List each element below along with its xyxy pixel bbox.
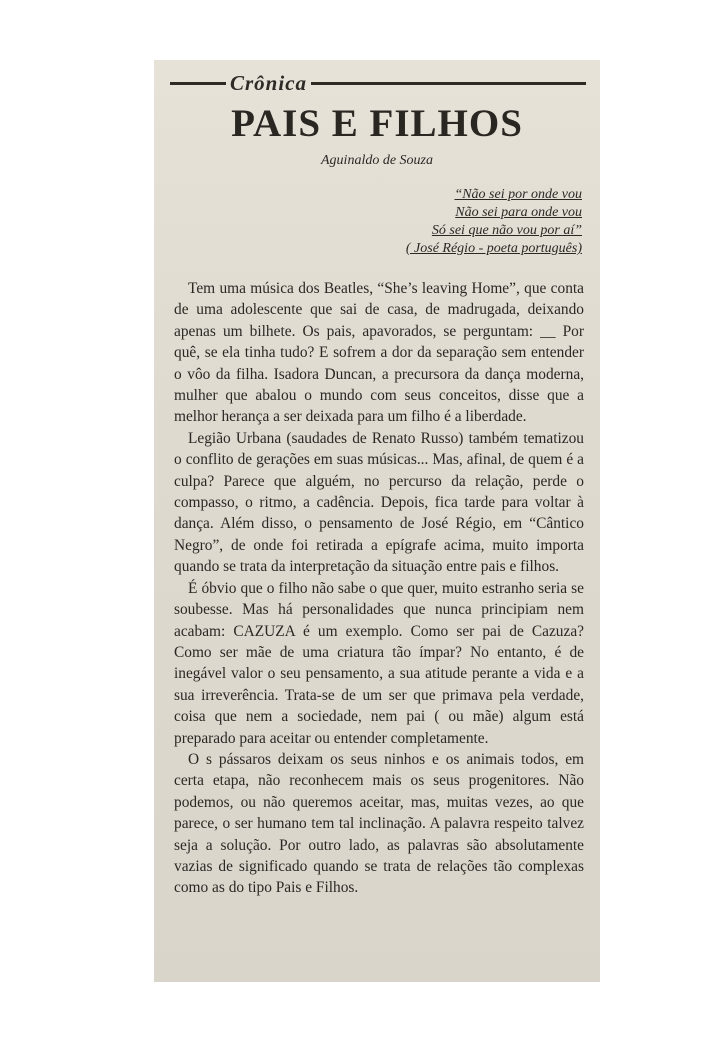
body-paragraph: Legião Urbana (saudades de Renato Russo) também tematizou o conflito de gerações em suas músicas... Mas, afinal, de quem é a culpa? Parece que alguém, no percurso da relação, perde o compasso, o ritmo, a cadência. Depois, fica tarde para voltar à dança. Além disso, o pensamento de José Régio, em “Cântico Negro”, de onde foi retirada a epígrafe acima, muito importa quando se trata da interpretação da situação entre pais e filhos. <box>174 429 584 576</box>
body-paragraph: O s pássaros deixam os seus ninhos e os animais todos, em certa etapa, não reconhecem mais os seus progenitores. Não podemos, ou não queremos aceitar, mas, muitas vezes, ao que parece, o ser humano tem tal inclinação. A palavra respeito talvez seja a solução. Por outro lado, as palavras são absolutamente vazias de significado quando se trata de relações tão complexas como as do tipo Pais e Filhos. <box>174 750 584 897</box>
article-title: PAIS E FILHOS <box>231 102 523 145</box>
newspaper-clipping <box>154 60 600 982</box>
article-body <box>174 278 584 899</box>
epigraph <box>164 186 582 258</box>
epigraph-attribution: ( José Régio - poeta português) <box>405 241 582 256</box>
epigraph-line: Não sei para onde vou <box>455 205 582 220</box>
section-rule-left <box>170 82 226 85</box>
article-author: Aguinaldo de Souza <box>321 153 433 168</box>
epigraph-line: “Não sei por onde vou <box>454 187 582 202</box>
epigraph-line: Só sei que não vou por aí” <box>431 223 582 238</box>
section-header <box>170 70 586 96</box>
section-name: Crônica <box>230 70 308 95</box>
body-paragraph: Tem uma música dos Beatles, “She’s leaving Home”, que conta de uma adolescente que sai de casa, de madrugada, deixando apenas um bilhete. Os pais, apavorados, se perguntam: __ Por quê, se ela tinha tudo? E sofrem a dor da separação sem entender o vôo da filha. Isadora Duncan, a precursora da dança moderna, mulher que abalou o mundo com seus conceitos, disse que a melhor herança a ser deixada para um filho é a liberdade. <box>174 280 584 426</box>
section-rule-right <box>311 82 586 85</box>
body-paragraph: É óbvio que o filho não sabe o que quer, muito estranho seria se soubesse. Mas há personalidades que nunca principiam nem acabam: CAZUZA é um exemplo. Como ser pai de Cazuza? Como ser mãe de uma criatura tão ímpar? No entanto, é de inegável valor o seu pensamento, a sua atitude perante a vida e a sua irreverência. Trata-se de um ser que primava pela verdade, coisa que nem a sociedade, nem pai ( ou mãe) algum está preparado para aceitar ou entender completamente. <box>174 579 584 747</box>
